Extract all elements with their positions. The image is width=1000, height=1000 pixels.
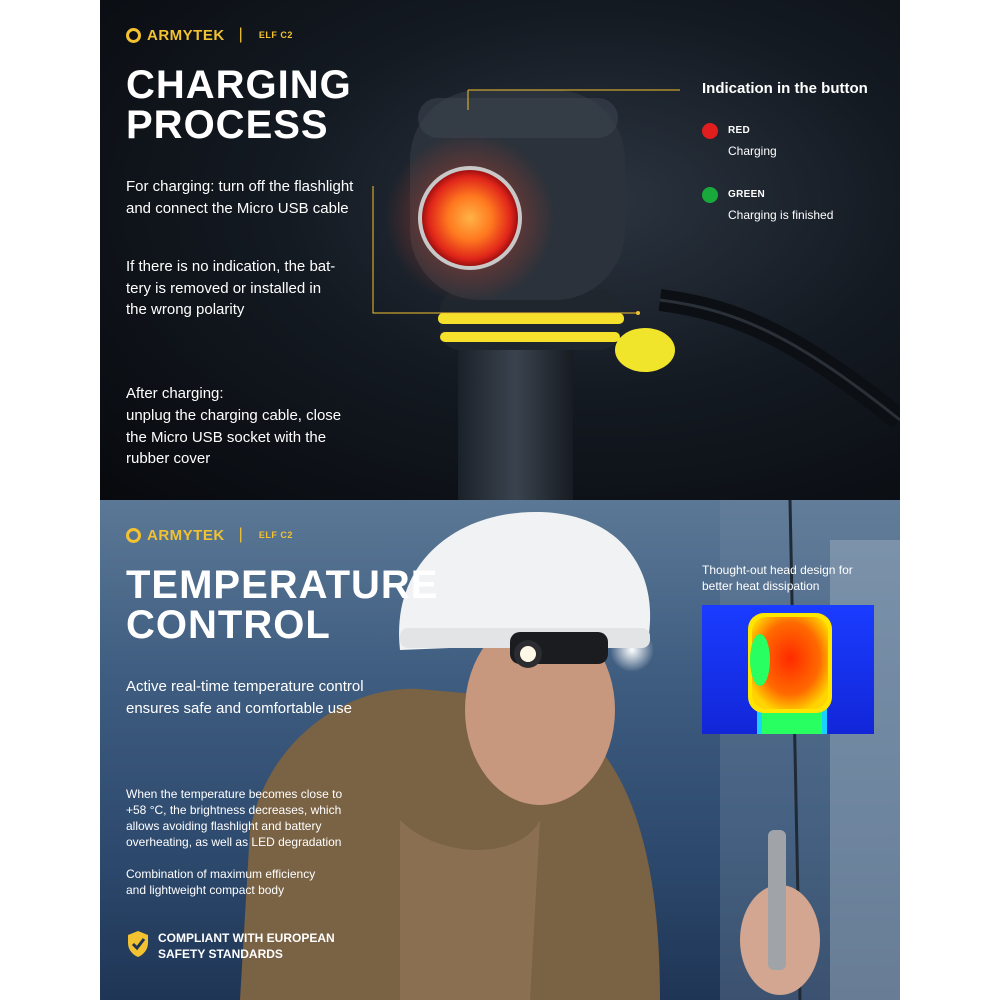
efficiency-note: Combination of maximum efficiency and lightweight compact body [126, 867, 316, 897]
brand-name: ARMYTEK [147, 526, 225, 544]
brand-separator: | [238, 26, 243, 43]
compliance-text: COMPLIANT WITH EUROPEAN SAFETY STANDARDS [158, 931, 335, 961]
temperature-intro: Active real-time temperature control ensures safe and comfortable use [126, 678, 364, 717]
red-indicator-label: RED [728, 125, 751, 136]
green-indicator-icon [702, 187, 718, 203]
green-indicator-label: GREEN [728, 189, 766, 200]
model-name: ELF C2 [258, 30, 293, 40]
armytek-logo-icon [126, 28, 141, 43]
brand-name: ARMYTEK [147, 26, 225, 44]
brand-separator: | [238, 526, 243, 543]
red-indicator-icon [702, 123, 718, 139]
charging-instruction: For charging: turn off the flashlight and connect the Micro USB cable [126, 178, 354, 217]
charging-process-panel [100, 0, 900, 500]
green-indicator-desc: Charging is finished [728, 208, 834, 222]
section-title-line2: CONTROL [126, 603, 331, 647]
section-title-line1: TEMPERATURE [126, 563, 439, 607]
brand-header [126, 26, 293, 44]
after-charging-heading: After charging: [126, 385, 224, 402]
after-charging-instruction: unplug the charging cable, close the Micro USB socket with the rubber cover [126, 407, 342, 467]
thermal-image [702, 605, 874, 734]
no-indication-note: If there is no indication, the bat- tery is removed or installed in the wrong polarity [126, 258, 336, 318]
temperature-control-panel [100, 500, 900, 1000]
thermal-caption: Thought-out head design for better heat dissipation [702, 563, 853, 593]
armytek-logo-icon [126, 528, 141, 543]
red-indicator-desc: Charging [728, 144, 777, 158]
shield-check-icon [126, 930, 150, 958]
indication-heading: Indication in the button [702, 80, 868, 97]
temperature-detail: When the temperature becomes close to +58 °C, the brightness decreases, which allows avoiding flashlight and battery overheating, as well as LED degradation [126, 787, 343, 849]
model-name: ELF C2 [258, 530, 293, 540]
brand-header-bottom [126, 526, 293, 544]
page-title-line1: CHARGING [126, 63, 352, 107]
page-title-line2: PROCESS [126, 103, 329, 147]
compliance-badge [126, 930, 338, 962]
